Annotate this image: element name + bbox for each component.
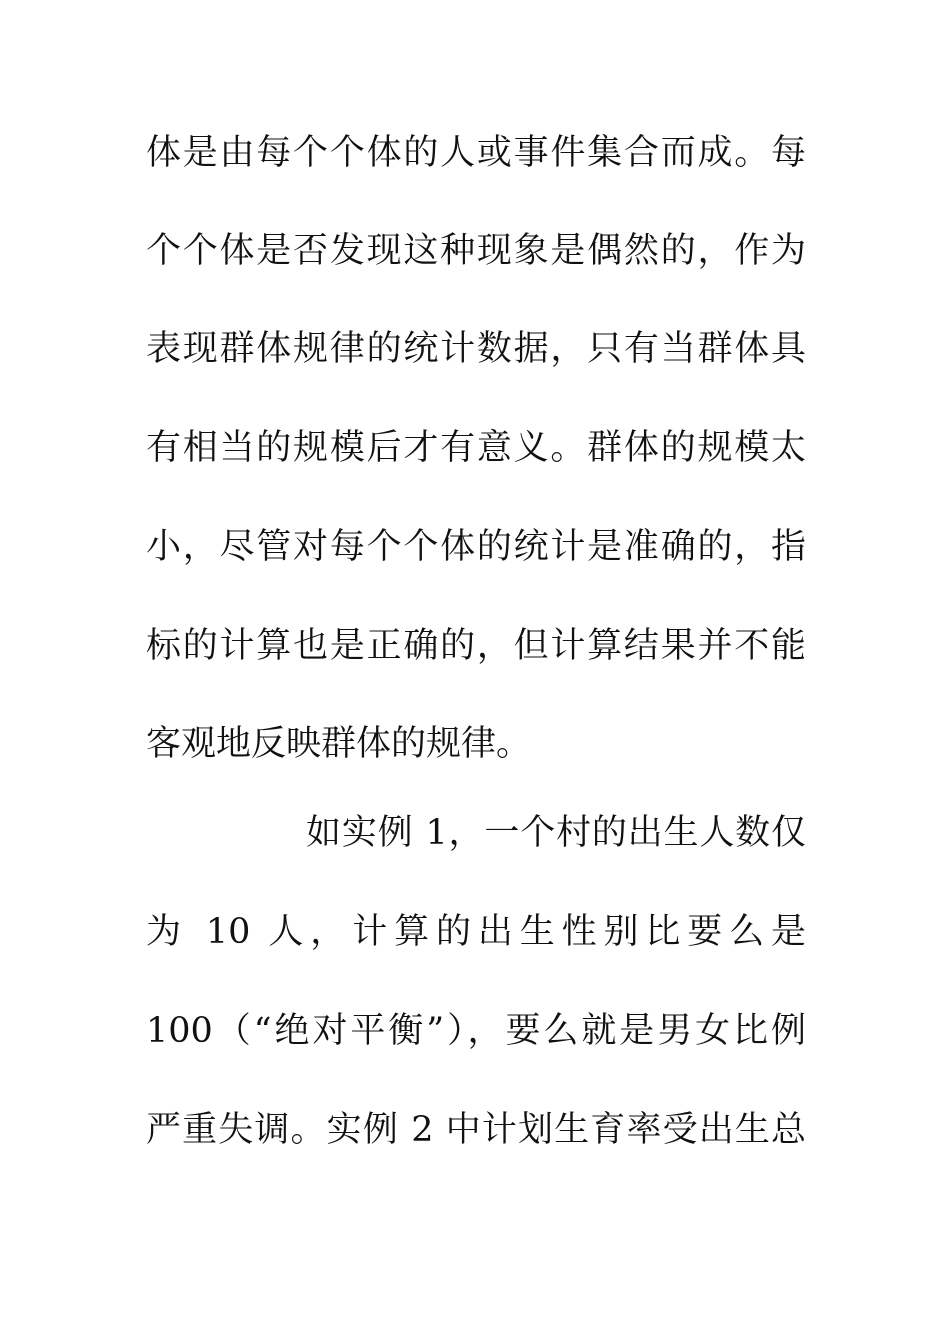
text-line: 为 10 人，计算的出生性别比要么是 bbox=[146, 912, 806, 952]
text-line: 客观地反映群体的规律。 bbox=[146, 724, 532, 764]
text-line: 表现群体规律的统计数据，只有当群体具 bbox=[146, 329, 806, 369]
text-line: 有相当的规模后才有意义。群体的规模太 bbox=[146, 428, 806, 468]
text-line: 100（“绝对平衡”），要么就是男女比例 bbox=[146, 1011, 806, 1051]
text-line: 标的计算也是正确的，但计算结果并不能 bbox=[146, 626, 806, 666]
text-line: 严重失调。实例 2 中计划生育率受出生总 bbox=[146, 1110, 806, 1150]
text-line: 体是由每个个体的人或事件集合而成。每 bbox=[146, 133, 806, 173]
paragraph-first-line: 如实例 1，一个村的出生人数仅 bbox=[306, 813, 806, 853]
text-line: 个个体是否发现这种现象是偶然的，作为 bbox=[146, 231, 806, 271]
text-line: 小，尽管对每个个体的统计是准确的，指 bbox=[146, 527, 806, 567]
